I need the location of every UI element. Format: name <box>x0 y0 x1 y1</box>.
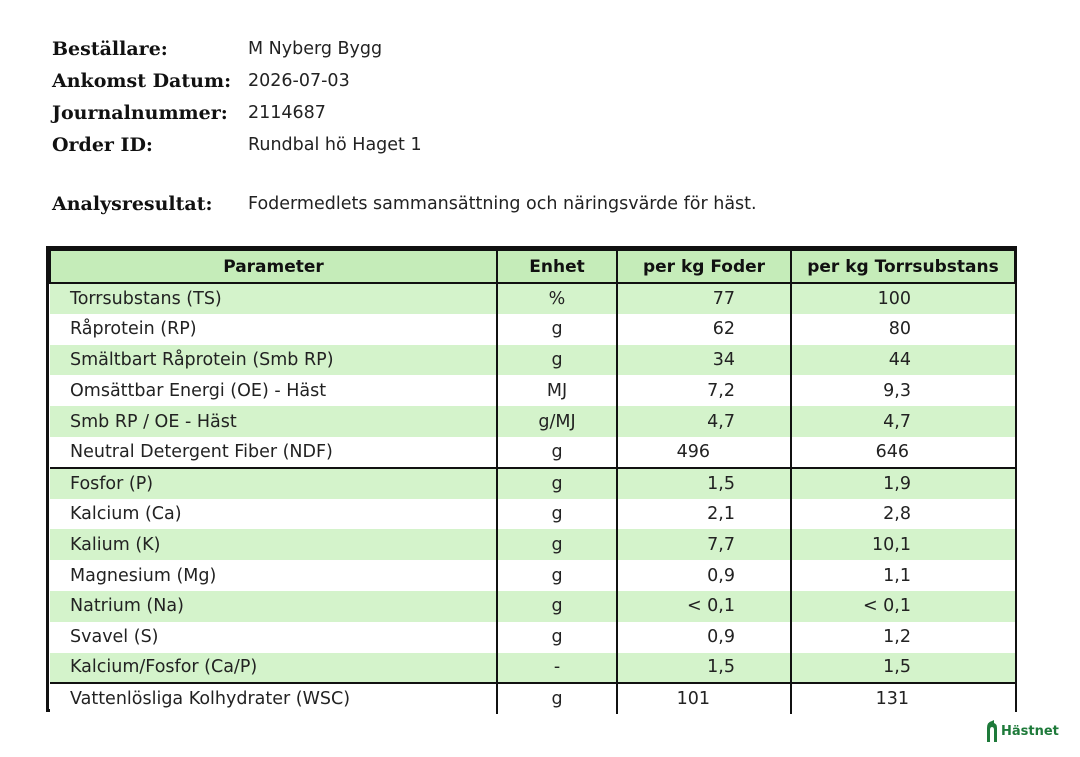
cell-parameter: Torrsubstans (TS) <box>50 283 497 314</box>
cell-unit: MJ <box>497 375 617 406</box>
meta-row-arrival-date <box>52 65 422 97</box>
cell-parameter: Kalcium/Fosfor (Ca/P) <box>50 653 497 684</box>
cell-unit: g <box>497 560 617 591</box>
cell-unit: g <box>497 591 617 622</box>
meta-row-customer <box>52 33 422 65</box>
cell-per-kg-feed: 7,7 <box>617 529 791 560</box>
customer-label: Beställare: <box>52 38 168 60</box>
table-row <box>50 560 1015 591</box>
cell-per-kg-feed: 77 <box>617 283 791 314</box>
cell-per-kg-dry-matter: 646 <box>791 437 1015 468</box>
analysis-table <box>46 246 1017 712</box>
cell-per-kg-dry-matter: 1,9 <box>791 468 1015 499</box>
cell-per-kg-dry-matter: < 0,1 <box>791 591 1015 622</box>
meta-row-journal-number <box>52 97 422 129</box>
cell-unit: - <box>497 653 617 684</box>
analysis-description: Fodermedlets sammansättning och näringsvärde för häst. <box>248 194 757 214</box>
order-id-value: Rundbal hö Haget 1 <box>248 135 422 155</box>
cell-parameter: Fosfor (P) <box>50 468 497 499</box>
table-header-row <box>50 250 1015 283</box>
cell-per-kg-feed: 0,9 <box>617 560 791 591</box>
header-parameter: Parameter <box>50 250 497 283</box>
meta-row-order-id <box>52 129 422 161</box>
journal-number-label: Journalnummer: <box>52 102 228 124</box>
cell-unit: g <box>497 314 617 345</box>
cell-parameter: Neutral Detergent Fiber (NDF) <box>50 437 497 468</box>
cell-per-kg-dry-matter: 2,8 <box>791 499 1015 530</box>
cell-per-kg-feed: < 0,1 <box>617 591 791 622</box>
analysis-heading <box>52 190 757 218</box>
header-per-kg-dry-matter: per kg Torrsubstans <box>791 250 1015 283</box>
hastnet-logo <box>984 720 1059 742</box>
cell-per-kg-dry-matter: 4,7 <box>791 406 1015 437</box>
cell-parameter: Natrium (Na) <box>50 591 497 622</box>
order-details <box>52 33 422 161</box>
logo-text: Hästnet <box>1001 723 1059 739</box>
cell-per-kg-dry-matter: 44 <box>791 345 1015 376</box>
table-row <box>50 622 1015 653</box>
cell-unit: g <box>497 437 617 468</box>
cell-parameter: Smb RP / OE - Häst <box>50 406 497 437</box>
customer-value: M Nyberg Bygg <box>248 39 383 59</box>
table-row <box>50 437 1015 468</box>
cell-per-kg-dry-matter: 100 <box>791 283 1015 314</box>
arrival-date-label: Ankomst Datum: <box>52 70 232 92</box>
header-per-kg-feed: per kg Foder <box>617 250 791 283</box>
table-row <box>50 406 1015 437</box>
table-row <box>50 499 1015 530</box>
cell-parameter: Magnesium (Mg) <box>50 560 497 591</box>
cell-unit: g <box>497 499 617 530</box>
cell-per-kg-feed: 0,9 <box>617 622 791 653</box>
cell-per-kg-dry-matter: 1,1 <box>791 560 1015 591</box>
horse-head-icon <box>984 720 998 742</box>
cell-per-kg-dry-matter: 1,5 <box>791 653 1015 684</box>
cell-per-kg-dry-matter: 9,3 <box>791 375 1015 406</box>
cell-unit: g <box>497 622 617 653</box>
cell-unit: % <box>497 283 617 314</box>
table-row <box>50 683 1015 714</box>
table-row <box>50 529 1015 560</box>
table-row <box>50 345 1015 376</box>
arrival-date-value: 2026-07-03 <box>248 71 350 91</box>
cell-unit: g <box>497 468 617 499</box>
table-row <box>50 653 1015 684</box>
cell-parameter: Smältbart Råprotein (Smb RP) <box>50 345 497 376</box>
order-id-label: Order ID: <box>52 134 153 156</box>
cell-parameter: Omsättbar Energi (OE) - Häst <box>50 375 497 406</box>
table-row <box>50 591 1015 622</box>
cell-parameter: Råprotein (RP) <box>50 314 497 345</box>
cell-unit: g <box>497 529 617 560</box>
cell-per-kg-feed: 496 <box>617 437 791 468</box>
table-row <box>50 283 1015 314</box>
journal-number-value: 2114687 <box>248 103 326 123</box>
cell-per-kg-feed: 62 <box>617 314 791 345</box>
cell-per-kg-feed: 4,7 <box>617 406 791 437</box>
cell-parameter: Svavel (S) <box>50 622 497 653</box>
header-unit: Enhet <box>497 250 617 283</box>
cell-per-kg-feed: 101 <box>617 683 791 714</box>
cell-per-kg-feed: 2,1 <box>617 499 791 530</box>
cell-per-kg-dry-matter: 131 <box>791 683 1015 714</box>
analysis-label: Analysresultat: <box>52 193 213 215</box>
cell-unit: g <box>497 345 617 376</box>
cell-per-kg-dry-matter: 10,1 <box>791 529 1015 560</box>
cell-parameter: Kalium (K) <box>50 529 497 560</box>
cell-unit: g <box>497 683 617 714</box>
cell-per-kg-feed: 1,5 <box>617 653 791 684</box>
cell-per-kg-dry-matter: 1,2 <box>791 622 1015 653</box>
cell-parameter: Vattenlösliga Kolhydrater (WSC) <box>50 683 497 714</box>
table-row <box>50 468 1015 499</box>
cell-unit: g/MJ <box>497 406 617 437</box>
cell-per-kg-feed: 1,5 <box>617 468 791 499</box>
cell-per-kg-feed: 7,2 <box>617 375 791 406</box>
cell-parameter: Kalcium (Ca) <box>50 499 497 530</box>
table-row <box>50 314 1015 345</box>
cell-per-kg-feed: 34 <box>617 345 791 376</box>
cell-per-kg-dry-matter: 80 <box>791 314 1015 345</box>
table-row <box>50 375 1015 406</box>
